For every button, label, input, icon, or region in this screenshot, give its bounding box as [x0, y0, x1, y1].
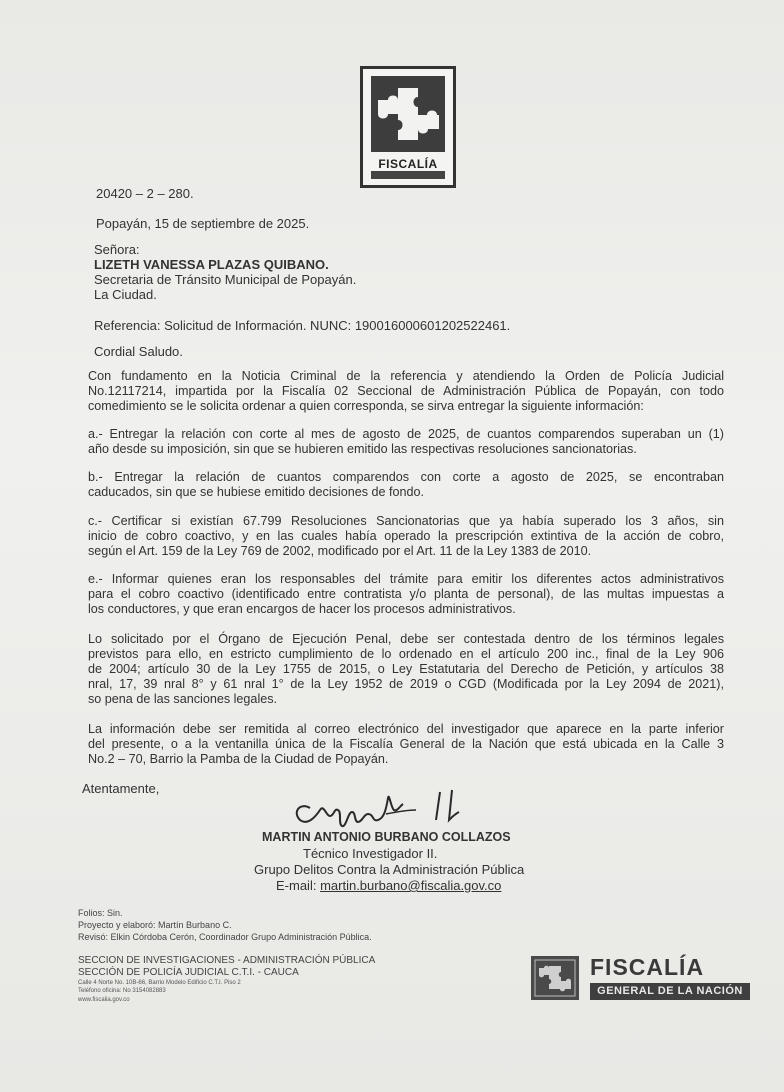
signer-name: MARTIN ANTONIO BURBANO COLLAZOS: [262, 830, 511, 844]
footer-prepared: Proyecto y elaboró: Martín Burbano C.: [78, 920, 232, 930]
footer-web: www.fiscalia.gov.co: [78, 997, 130, 1003]
paragraph-line: los conductores, y que eran encargos de hacer los procesos administrativos.: [88, 602, 516, 616]
footer-section-2: SECCIÓN DE POLICÍA JUDICIAL C.T.I. - CAUCA: [78, 967, 299, 978]
signer-group: Grupo Delitos Contra la Administración Pública: [254, 862, 525, 877]
paragraph-line: inicio de cobro coactivo, y en las cuales había operado la prescripción extintiva de la acción de cobro,: [88, 529, 724, 543]
signer-title: Técnico Investigador II.: [303, 846, 438, 861]
paragraph-line: para el cobro coactivo (identificado entre contratista y/o planta de personal), de las multas impuestas a: [88, 587, 724, 601]
paragraph-line: a.- Entregar la relación con corte al mes de agosto de 2025, de cuantos comparendos superaban un (1): [88, 427, 724, 441]
paragraph-line: nral, 17, 39 nral 8° y 61 nral 1° de la Ley 1952 de 2019 o CGD (Modificada por la Ley 2094 de 2021),: [88, 677, 724, 691]
puzzle-icon: [371, 76, 445, 152]
paragraph-line: comedimiento se le solicita ordenar a quien corresponda, se sirva entregar la siguiente información:: [88, 399, 644, 413]
logo-wordmark: FISCALÍA: [378, 157, 438, 171]
paragraph-legal: [88, 632, 724, 707]
paragraph-line: año desde su imposición, sin que se hubieren emitido las respectivas resoluciones sancionatorias.: [88, 442, 637, 456]
paragraph-line: so pena de las sanciones legales.: [88, 692, 278, 706]
paragraph-line: La información debe ser remitida al correo electrónico del investigador que aparece en la parte inferior: [88, 722, 724, 736]
paragraph-line: del presente, o a la ventanilla única de la Fiscalía General de la Nación que está ubicada en la Calle 3: [88, 737, 724, 751]
fiscalia-wordmark: FISCALÍA: [590, 954, 705, 980]
recipient-city: La Ciudad.: [94, 287, 157, 302]
footer-address: Calle 4 Norte No. 10B-66, Barrio Modelo Edificio C.T.I. Piso 2: [78, 980, 241, 986]
footer-phone: Teléfono oficina: No 3154082883: [78, 988, 166, 994]
reference-number: 20420 – 2 – 280.: [96, 186, 194, 201]
paragraph-item-a: [88, 427, 724, 457]
paragraph-line: Lo solicitado por el Órgano de Ejecución Penal, debe ser contestada dentro de los términos legales: [88, 632, 724, 646]
paragraph-line: Con fundamento en la Noticia Criminal de la referencia y atendiendo la Orden de Policía Judicial: [88, 369, 724, 383]
handwritten-signature: [288, 784, 488, 834]
footer-reviewed: Revisó: Elkin Córdoba Cerón, Coordinador Grupo Administración Pública.: [78, 932, 372, 942]
paragraph-line: caducados, sin que se hubiese emitido decisiones de fondo.: [88, 485, 425, 499]
footer-section-1: SECCION DE INVESTIGACIONES - ADMINISTRACIÓN PÚBLICA: [78, 955, 376, 966]
reference-line: Referencia: Solicitud de Información. NUNC: 190016000601202522461.: [94, 318, 511, 333]
footer-folios: Folios: Sin.: [78, 908, 123, 918]
closing: Atentamente,: [82, 781, 160, 796]
signer-email-row: [276, 878, 501, 893]
fiscalia-emblem-icon: [531, 956, 579, 1000]
paragraph-item-b: [88, 470, 724, 500]
paragraph-line: c.- Certificar si existían 67.799 Resoluciones Sancionatorias que ya había superado los 3 años, sin: [88, 514, 724, 528]
paragraph-line: de 2004; artículo 30 de la Ley 1755 de 2015, o Ley Estatutaria del Derecho de Petición, y artículos 38: [88, 662, 724, 676]
paragraph-line: previstos para ello, en estricto cumplimiento de lo ordenado en el artículo 200 inc., final de la Ley 906: [88, 647, 724, 661]
paragraph-line: No.2 – 70, Barrio la Pamba de la Ciudad de Popayán.: [88, 752, 389, 766]
paragraph-item-e: [88, 572, 724, 617]
fiscalia-subtitle: GENERAL DE LA NACIÓN: [590, 983, 750, 1000]
logo-bar: [371, 171, 445, 179]
email-label: E-mail:: [276, 878, 317, 893]
greeting: Cordial Saludo.: [94, 344, 183, 359]
paragraph-line: b.- Entregar la relación de cuantos comparendos con corte a agosto de 2025, se encontraban: [88, 470, 724, 484]
paragraph-intro: [88, 369, 724, 414]
recipient-position: Secretaria de Tránsito Municipal de Popayán.: [94, 272, 357, 287]
paragraph-line: No.12117214, impartida por la Fiscalía 02 Seccional de Administración Pública de Popayán, con todo: [88, 384, 724, 398]
paragraph-delivery: [88, 722, 724, 767]
salutation: Señora:: [94, 242, 140, 257]
place-date: Popayán, 15 de septiembre de 2025.: [96, 216, 310, 231]
fiscalia-logo-top: [360, 66, 456, 188]
paragraph-item-c: [88, 514, 724, 559]
paragraph-line: según el Art. 159 de la Ley 769 de 2002, modificado por el Art. 11 de la Ley 1383 de 2010.: [88, 544, 592, 558]
recipient-name: LIZETH VANESSA PLAZAS QUIBANO.: [94, 257, 329, 272]
paragraph-line: e.- Informar quienes eran los responsables del trámite para emitir los diferentes actos administrativos: [88, 572, 724, 586]
email-link[interactable]: martin.burbano@fiscalia.gov.co: [320, 878, 502, 893]
